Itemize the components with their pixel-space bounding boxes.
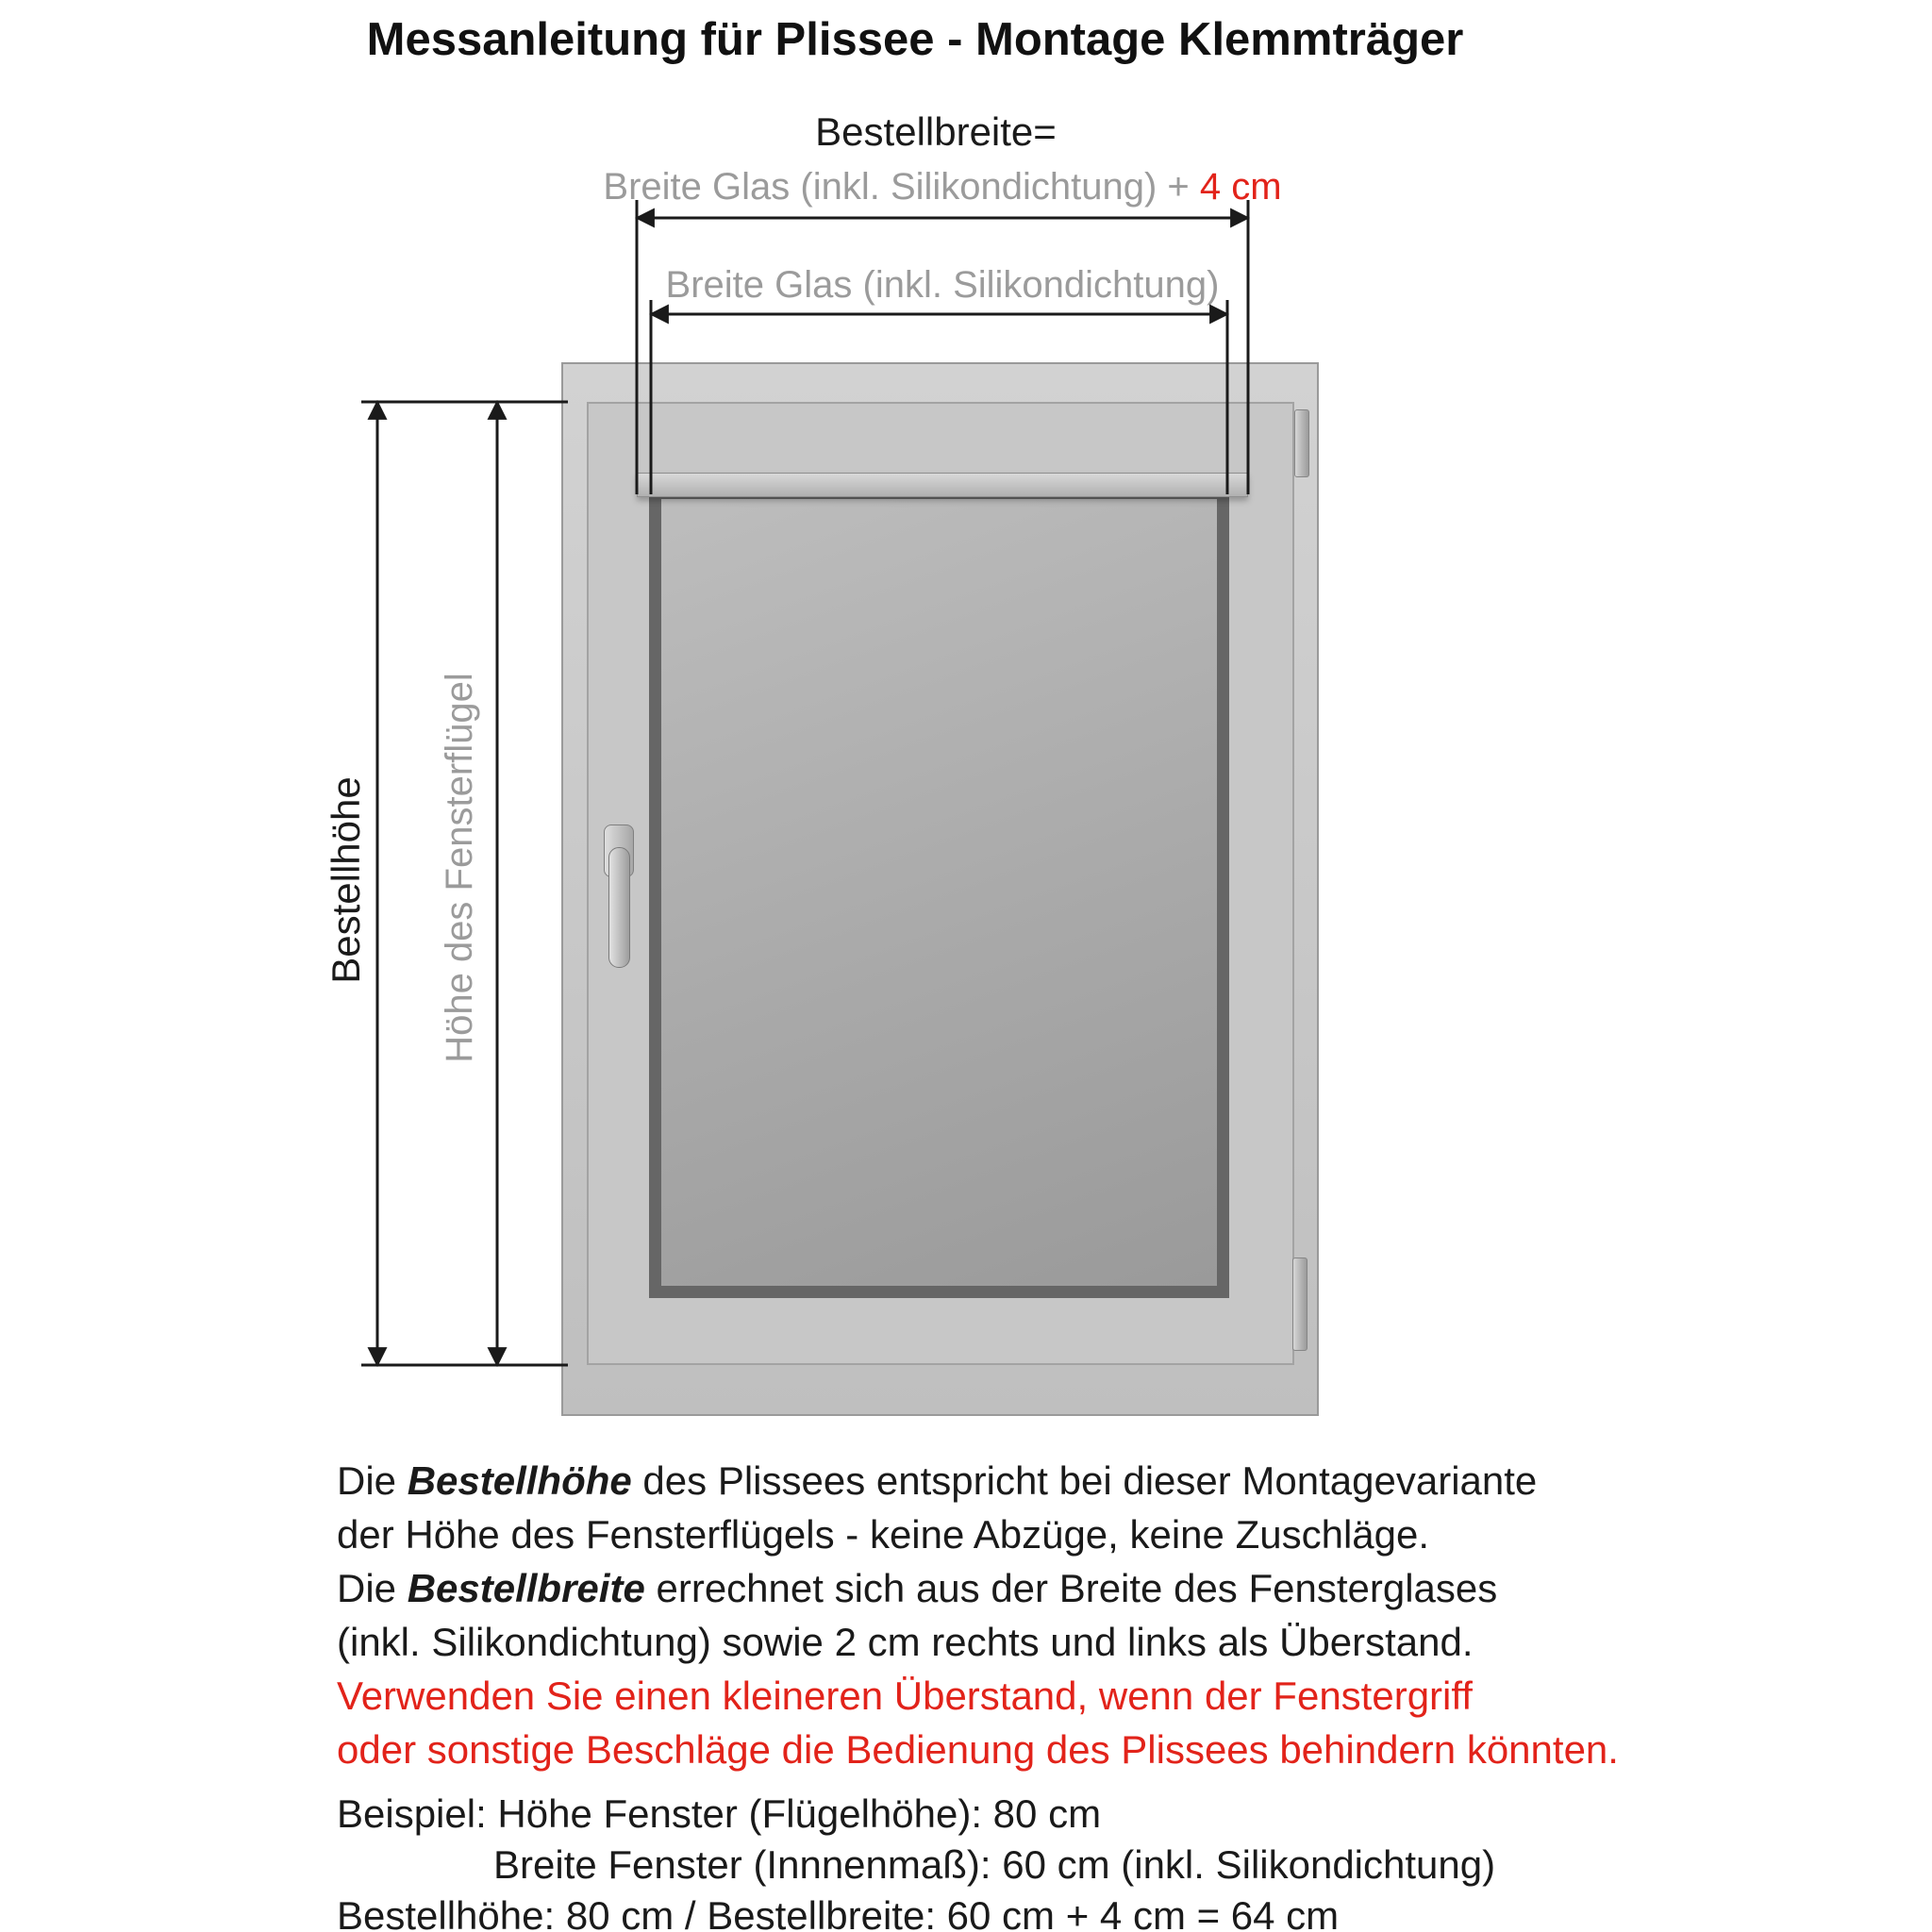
warning-line-1: Verwenden Sie einen kleineren Überstand, wenn der Fenstergriff	[337, 1674, 1473, 1718]
paragraph-line-4: (inkl. Silikondichtung) sowie 2 cm rechts und links als Überstand.	[337, 1620, 1474, 1664]
window-glass	[649, 487, 1229, 1298]
paragraph-line-1-a: Die	[337, 1458, 408, 1503]
paragraph-block	[337, 1454, 1733, 1776]
example-block	[337, 1789, 1733, 1932]
example-line-3: Bestellhöhe: 80 cm / Bestellbreite: 60 cm + 4 cm = 64 cm	[337, 1893, 1340, 1932]
paragraph-line-1	[337, 1454, 1733, 1507]
paragraph-line-1-c: des Plissees entspricht bei dieser Montagevariante	[631, 1458, 1538, 1503]
paragraph-line-3-em: Bestellbreite	[407, 1566, 645, 1610]
paragraph-line-2: der Höhe des Fensterflügels - keine Abzüge, keine Zuschläge.	[337, 1512, 1430, 1557]
label-bestellbreite: Bestellbreite=	[815, 109, 1057, 154]
label-breite-glas: Breite Glas (inkl. Silikondichtung)	[665, 264, 1220, 306]
blind-top-rail	[637, 473, 1248, 497]
window-handle-grip	[608, 847, 630, 968]
paragraph-line-3	[337, 1561, 1733, 1615]
label-fluegelhoehe-vertical: Höhe des Fensterflügel	[439, 673, 480, 1063]
window-hinge-bottom	[1292, 1257, 1307, 1351]
example-line-2: Breite Fenster (Innnenmaß): 60 cm (inkl. Silikondichtung)	[493, 1842, 1496, 1887]
label-breite-glas-plus-gray: Breite Glas (inkl. Silikondichtung) +	[603, 166, 1200, 208]
paragraph-line-1-em: Bestellhöhe	[407, 1458, 632, 1503]
label-plus-4cm: 4 cm	[1199, 166, 1282, 208]
example-line-1: Beispiel: Höhe Fenster (Flügelhöhe): 80 cm	[337, 1791, 1102, 1836]
warning-line-2: oder sonstige Beschläge die Bedienung des Plissees behindern könnten.	[337, 1727, 1619, 1772]
label-breite-glas-plus	[565, 166, 1320, 208]
paragraph-line-3-c: errechnet sich aus der Breite des Fensterglases	[644, 1566, 1498, 1610]
paragraph-line-3-a: Die	[337, 1566, 408, 1610]
window-hinge-top	[1294, 409, 1309, 477]
label-bestellhoehe-vertical: Bestellhöhe	[324, 776, 368, 984]
page-title: Messanleitung für Plissee - Montage Klemmträger	[366, 14, 1464, 65]
